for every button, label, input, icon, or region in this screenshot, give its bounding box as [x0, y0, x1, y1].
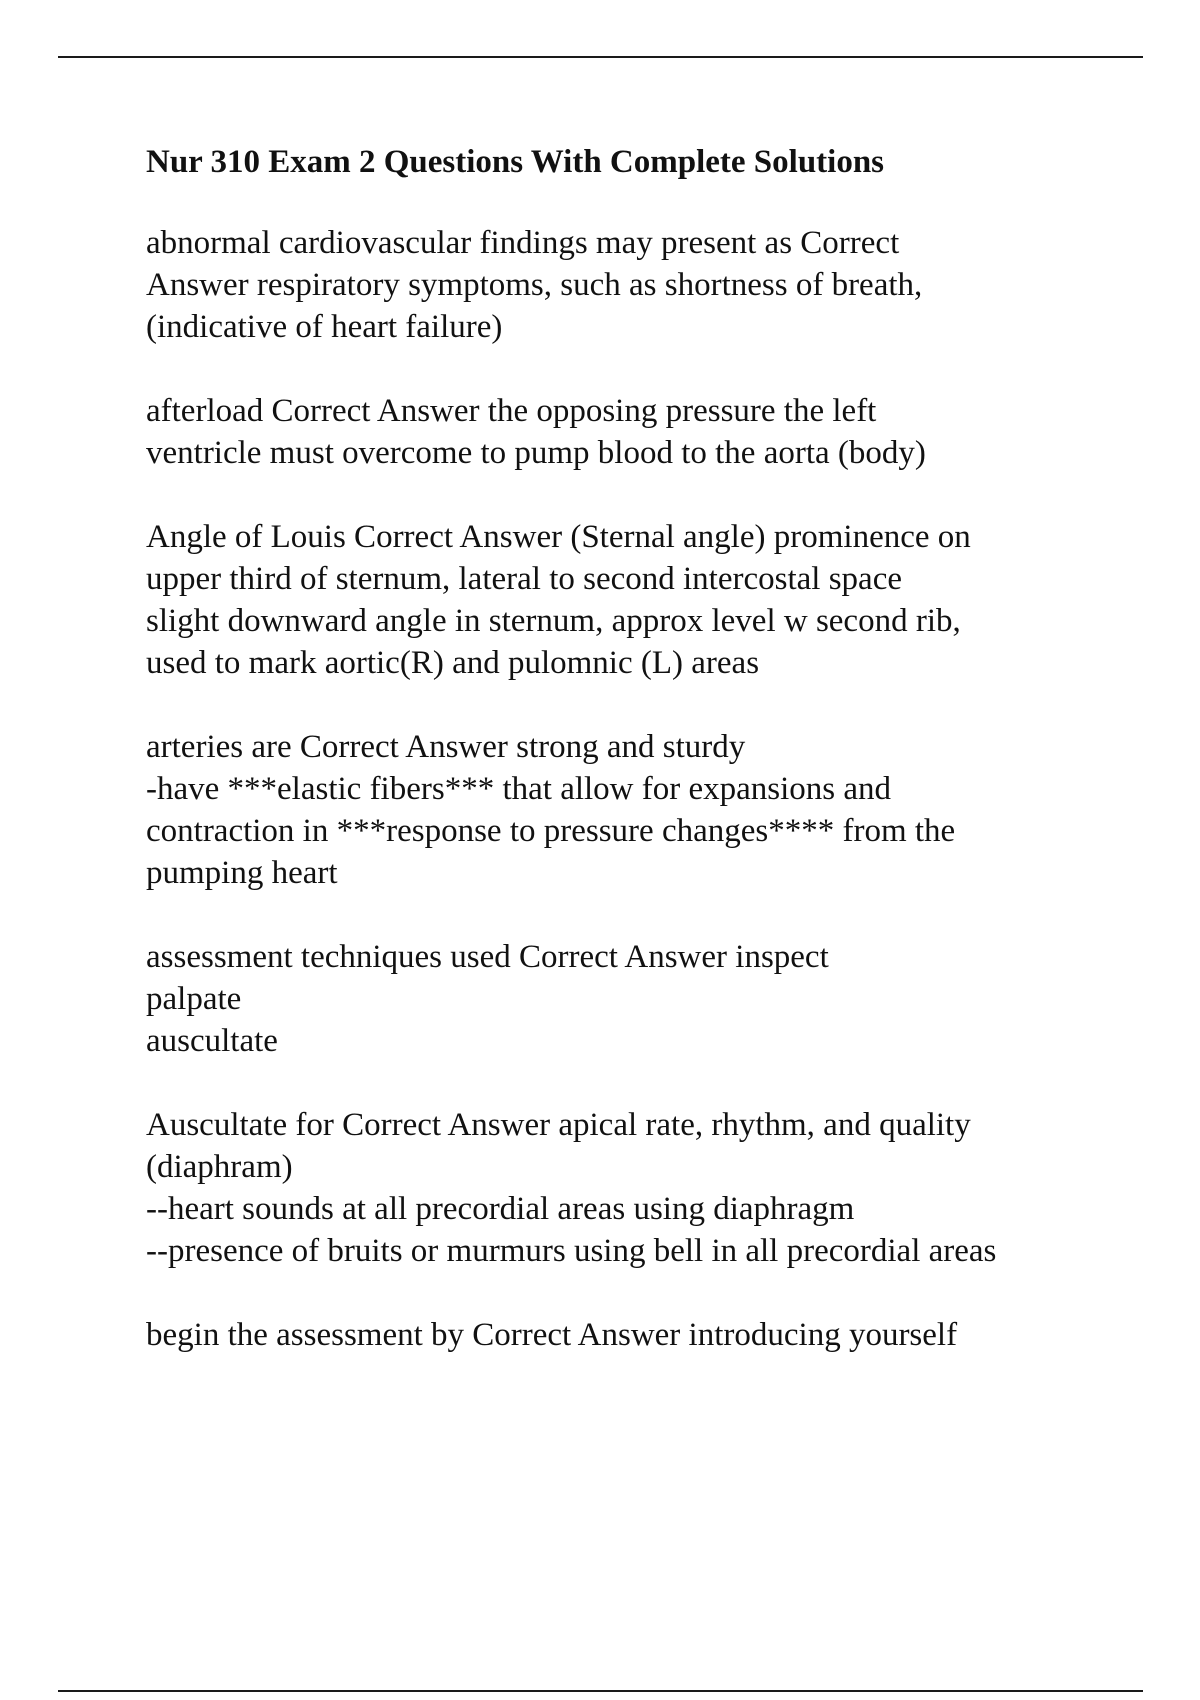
top-divider	[58, 56, 1143, 58]
qa-entry: assessment techniques used Correct Answer inspect palpate auscultate	[146, 939, 829, 1059]
document-title: Nur 310 Exam 2 Questions With Complete Solutions	[146, 144, 885, 180]
qa-entry: arteries are Correct Answer strong and sturdy -have ***elastic fibers*** that allow for expansions and contraction in ***response to pressure changes**** from the pumping heart	[146, 729, 956, 891]
qa-entry: abnormal cardiovascular findings may present as Correct Answer respiratory symptoms, such as shortness of breath, (indicative of heart failure)	[146, 225, 923, 345]
qa-entry: begin the assessment by Correct Answer introducing yourself	[146, 1317, 958, 1353]
qa-entry: Angle of Louis Correct Answer (Sternal angle) prominence on upper third of sternum, lateral to second intercostal space slight downward angle in sternum, approx level w second rib, used to mark aortic(R) and pulomnic (L) areas	[146, 519, 971, 681]
document-body	[146, 142, 1146, 1398]
bottom-divider	[58, 1690, 1143, 1692]
qa-entry: afterload Correct Answer the opposing pressure the left ventricle must overcome to pump blood to the aorta (body)	[146, 393, 926, 471]
qa-entry: Auscultate for Correct Answer apical rate, rhythm, and quality (diaphram) --heart sounds at all precordial areas using diaphragm --presence of bruits or murmurs using bell in all precordial areas	[146, 1107, 997, 1269]
